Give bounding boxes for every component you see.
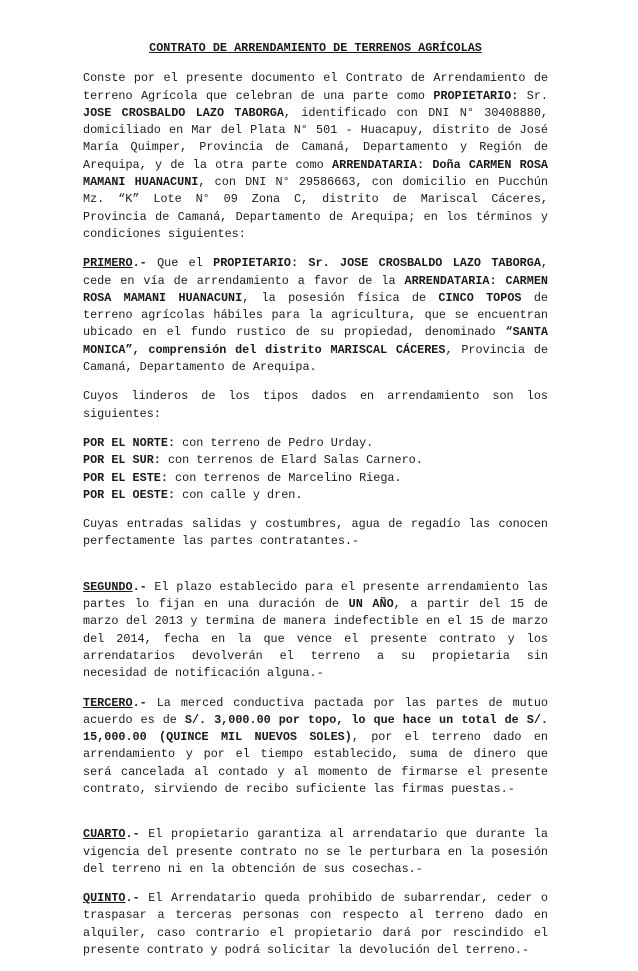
clause-segundo-heading-text: SEGUNDO bbox=[83, 579, 133, 594]
clause-quinto-heading bbox=[83, 891, 148, 905]
clause-tercero-heading-sep: .- bbox=[132, 695, 157, 710]
intro-text-4: , con DNI N° 29586663, con domicilio en Pucchún Mz. “K” Lote N° 09 Zona C, distrito de Mariscal Cáceres, Provincia de Camaná, Departamento de Arequipa; en los términos y condiciones siguientes: bbox=[83, 175, 548, 241]
lindero-sur-text: con terrenos de Elard Salas Carnero. bbox=[160, 453, 423, 468]
quinto-text-1: El Arrendatario queda prohibido de subarrendar, ceder o traspasar a terceras personas con respecto al terreno dado en alquiler, caso contrario el propietario dará por rescindido el presente contrato y podrá solicitar la devolución del terreno.- bbox=[83, 891, 548, 958]
primero-fundo: “SANTA MONICA”, comprensión del distrito MARISCAL CÁCERES bbox=[83, 325, 548, 357]
clause-cuarto-heading-text: CUARTO bbox=[83, 827, 126, 842]
clause-quinto-heading-text: QUINTO bbox=[83, 891, 126, 906]
lindero-norte-label: POR EL NORTE: bbox=[83, 435, 176, 450]
primero-text-5: , Provincia de Camaná, Departamento de Arequipa. bbox=[83, 342, 548, 375]
clause-segundo bbox=[83, 579, 548, 683]
segundo-text-2: , a partir del 15 de marzo del 2013 y termina de manera indefectible en el 15 de marzo del 2014, fecha en la que vence el presente contrato y los arrendatarios devolverán el terreno a su propietaria sin necesidad de notificación alguna.- bbox=[83, 597, 548, 681]
primero-owner: PROPIETARIO: Sr. JOSE CROSBALDO LAZO TABORGA bbox=[213, 256, 541, 271]
intro-owner-name: JOSE CROSBALDO LAZO TABORGA bbox=[83, 105, 284, 120]
primero-text-4: de terreno agrícolas hábiles para la agricultura, que se encuentran ubicado en el fundo rustico de su propiedad, denominado bbox=[83, 290, 549, 340]
lindero-este-text: con terrenos de Marcelino Riega. bbox=[167, 470, 402, 485]
intro-text-3: , identificado con DNI N° 30408880, domiciliado en Mar del Plata N° 501 - Huacapuy, distrito de José María Quimper, Provincia de Camaná, Departamento y Región de Arequipa, y de la otra parte como bbox=[83, 105, 548, 172]
linderos-intro: Cuyos linderos de los tipos dados en arrendamiento son los siguientes: bbox=[83, 389, 548, 421]
lindero-oeste-text: con calle y dren. bbox=[175, 487, 303, 502]
clause-segundo-heading bbox=[83, 580, 154, 594]
primero-topos: CINCO TOPOS bbox=[438, 290, 522, 305]
segundo-duration: UN AÑO bbox=[348, 597, 394, 612]
tercero-text-2: , por el terreno dado en arrendamiento y por el tiempo establecido, suma de dinero que será cancelada al contado y al momento de firmarse el presente contrato, sirviendo de recibo suficiente las firmas puestas.- bbox=[83, 730, 549, 796]
intro-tenant-name: ARRENDATARIA: Doña CARMEN ROSA MAMANI HUANACUNI bbox=[83, 157, 548, 190]
cuarto-text-1: El propietario garantiza al arrendatario que durante la vigencia del presente contrato no se le perturbara en la posesión del terreno ni en la obtención de sus cosechas.- bbox=[83, 827, 548, 876]
clause-primero-heading-sep: .- bbox=[132, 256, 158, 271]
contract-title: CONTRATO DE ARRENDAMIENTO DE TERRENOS AGRÍCOLAS bbox=[149, 41, 482, 55]
clause-cuarto-heading-sep: .- bbox=[125, 827, 149, 842]
tercero-text-1: La merced conductiva pactada por las partes de mutuo acuerdo es de bbox=[83, 695, 548, 727]
clause-primero bbox=[83, 255, 548, 376]
linderos-list bbox=[83, 435, 548, 504]
intro-paragraph bbox=[83, 70, 548, 243]
clause-quinto-heading-sep: .- bbox=[125, 891, 149, 906]
primero-text-1: Que el bbox=[157, 256, 214, 271]
clause-primero-heading bbox=[83, 256, 157, 270]
intro-owner-label: PROPIETARIO: bbox=[433, 88, 519, 103]
lindero-sur-label: POR EL SUR: bbox=[83, 453, 161, 468]
lindero-este-label: POR EL ESTE: bbox=[83, 470, 168, 485]
spacer-2 bbox=[83, 810, 548, 826]
segundo-text-1: El plazo establecido para el presente arrendamiento las partes lo fijan en una duración de bbox=[83, 579, 548, 612]
primero-text-2: , cede en vía de arrendamiento a favor de la bbox=[83, 256, 548, 288]
tercero-amount: S/. 3,000.00 por topo, lo que hace un total de S/. 15,000.00 (QUINCE MIL NUEVOS SOLES) bbox=[83, 712, 548, 745]
contract-page bbox=[83, 40, 548, 971]
clause-segundo-heading-sep: .- bbox=[132, 579, 155, 594]
lindero-oeste-label: POR EL OESTE: bbox=[83, 487, 176, 502]
clause-quinto bbox=[83, 890, 548, 959]
clause-cuarto bbox=[83, 826, 548, 878]
entradas-paragraph: Cuyas entradas salidas y costumbres, agua de regadío las conocen perfectamente las partes contratantes.- bbox=[83, 517, 548, 549]
clause-primero-heading-text: PRIMERO bbox=[83, 256, 133, 271]
primero-text-3: , la posesión física de bbox=[242, 290, 439, 305]
intro-text-1: Conste por el presente documento el Contrato de Arrendamiento de terreno Agrícola que celebran de una parte como bbox=[83, 71, 548, 103]
clause-tercero bbox=[83, 695, 548, 799]
intro-text-2: Sr. bbox=[518, 88, 548, 103]
spacer bbox=[83, 563, 548, 579]
clause-tercero-heading bbox=[83, 696, 157, 710]
clause-tercero-heading-text: TERCERO bbox=[83, 695, 133, 710]
lindero-norte-text: con terreno de Pedro Urday. bbox=[175, 435, 374, 450]
primero-tenant: ARRENDATARIA: CARMEN ROSA MAMANI HUANACUNI bbox=[83, 273, 548, 305]
clause-cuarto-heading bbox=[83, 827, 148, 841]
